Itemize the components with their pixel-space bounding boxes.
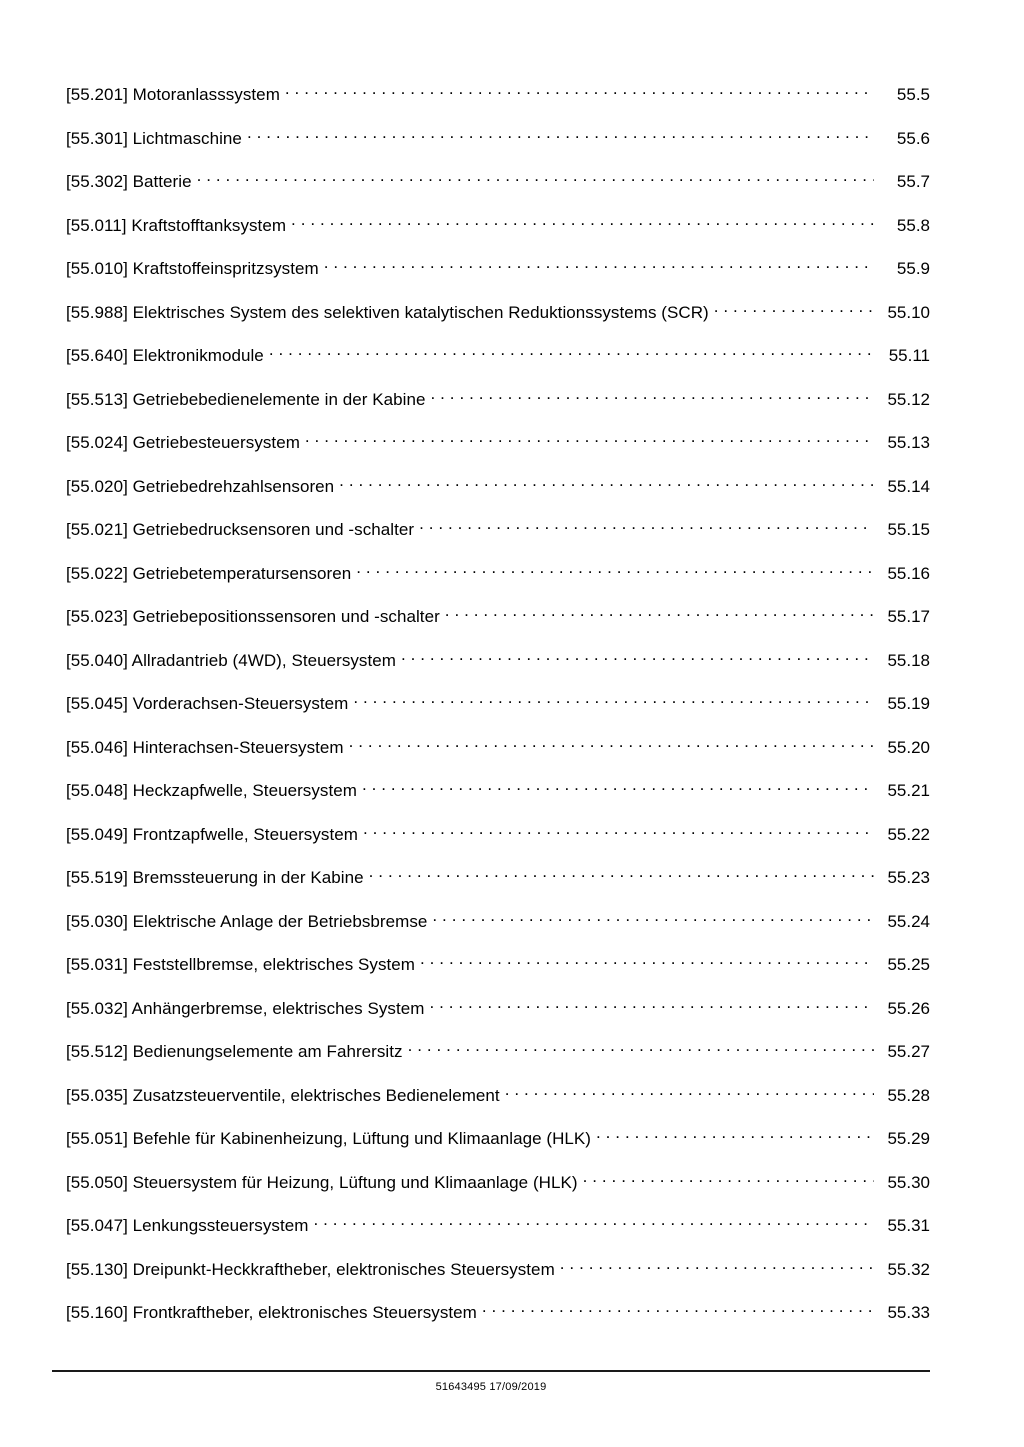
toc-entry[interactable]	[66, 300, 930, 344]
toc-dot-leader	[420, 952, 874, 970]
toc-entry[interactable]	[66, 256, 930, 300]
toc-entry[interactable]	[66, 822, 930, 866]
toc-entry-label: [55.022] Getriebetemperatursensoren	[66, 563, 352, 583]
toc-entry[interactable]	[66, 430, 930, 474]
toc-dot-leader	[408, 1039, 874, 1057]
toc-entry-label: [55.047] Lenkungssteuersystem	[66, 1216, 309, 1235]
toc-entry-page-number: 55.10	[887, 302, 930, 322]
toc-entry[interactable]	[66, 126, 930, 170]
toc-dot-leader	[313, 1213, 874, 1231]
toc-entry[interactable]	[66, 1170, 930, 1214]
toc-entry[interactable]	[66, 213, 930, 257]
toc-entry-page-number: 55.29	[887, 1129, 930, 1148]
toc-entry-label: [55.021] Getriebedrucksensoren und -schalter	[66, 520, 415, 539]
toc-entry-label: [55.050] Steuersystem für Heizung, Lüftung und Klimaanlage (HLK)	[66, 1172, 578, 1192]
page-footer	[52, 1370, 930, 1394]
toc-dot-leader	[445, 604, 874, 622]
toc-entry-page-number: 55.24	[887, 911, 930, 931]
toc-entry[interactable]	[66, 561, 930, 605]
toc-entry-label: [55.048] Heckzapfwelle, Steuersystem	[66, 781, 357, 800]
toc-entry[interactable]	[66, 604, 930, 648]
toc-entry-label: [55.512] Bedienungselemente am Fahrersitz	[66, 1042, 403, 1061]
toc-entry-page-number: 55.31	[887, 1216, 930, 1235]
toc-dot-leader	[291, 213, 874, 231]
toc-entry[interactable]	[66, 82, 930, 126]
toc-dot-leader	[714, 300, 874, 318]
toc-entry-label: [55.020] Getriebedrehzahlsensoren	[66, 476, 335, 496]
toc-entry-label: [55.040] Allradantrieb (4WD), Steuersystem	[66, 650, 396, 670]
toc-entry-label: [55.301] Lichtmaschine	[66, 128, 242, 148]
toc-entry-page-number: 55.5	[896, 85, 930, 104]
toc-entry-label: [55.046] Hinterachsen-Steuersystem	[66, 737, 344, 757]
toc-entry[interactable]	[66, 1039, 930, 1083]
toc-dot-leader	[596, 1126, 874, 1144]
toc-entry[interactable]	[66, 1300, 930, 1344]
toc-entry-label: [55.010] Kraftstoffeinspritzsystem	[66, 259, 319, 278]
toc-dot-leader	[324, 256, 874, 274]
toc-entry-label: [55.045] Vorderachsen-Steuersystem	[66, 694, 349, 713]
toc-entry-label: [55.011] Kraftstofftanksystem	[66, 215, 287, 235]
toc-entry-label: [55.051] Befehle für Kabinenheizung, Lüftung und Klimaanlage (HLK)	[66, 1129, 591, 1148]
toc-entry[interactable]	[66, 909, 930, 953]
toc-entry-label: [55.032] Anhängerbremse, elektrisches System	[66, 998, 425, 1018]
toc-entry[interactable]	[66, 691, 930, 735]
toc-entry-page-number: 55.23	[887, 868, 930, 887]
toc-entry[interactable]	[66, 648, 930, 692]
toc-entry-page-number: 55.17	[887, 607, 930, 626]
toc-entry-page-number: 55.7	[896, 172, 930, 191]
toc-entry-page-number: 55.18	[887, 650, 930, 670]
toc-entry-page-number: 55.26	[887, 998, 930, 1018]
footer-document-number: 51643495 17/09/2019	[435, 1381, 547, 1393]
toc-dot-leader	[305, 430, 874, 448]
toc-entry-page-number: 55.30	[887, 1172, 930, 1192]
toc-entry-page-number: 55.15	[887, 520, 930, 539]
toc-entry-page-number: 55.12	[887, 389, 930, 409]
toc-entry[interactable]	[66, 1126, 930, 1170]
toc-entry[interactable]	[66, 996, 930, 1040]
toc-entry-label: [55.130] Dreipunkt-Heckkraftheber, elektronisches Steuersystem	[66, 1259, 555, 1279]
toc-entry-label: [55.024] Getriebesteuersystem	[66, 433, 300, 452]
toc-entry-page-number: 55.32	[887, 1259, 930, 1279]
toc-dot-leader	[429, 996, 874, 1014]
toc-entry-page-number: 55.21	[887, 781, 930, 800]
toc-entry-page-number: 55.8	[896, 215, 930, 235]
toc-entry-label: [55.201] Motoranlasssystem	[66, 85, 280, 104]
toc-entry-page-number: 55.9	[896, 259, 930, 278]
toc-entry-label: [55.049] Frontzapfwelle, Steuersystem	[66, 824, 358, 844]
toc-entry-label: [55.023] Getriebepositionssensoren und -schalter	[66, 607, 440, 626]
toc-entry-page-number: 55.28	[887, 1085, 930, 1105]
toc-dot-leader	[197, 169, 874, 187]
toc-dot-leader	[482, 1300, 874, 1318]
toc-entry[interactable]	[66, 169, 930, 213]
toc-dot-leader	[583, 1170, 874, 1188]
toc-entry-label: [55.519] Bremssteuerung in der Kabine	[66, 868, 364, 887]
toc-entry-page-number: 55.14	[887, 476, 930, 496]
toc-entry-label: [55.031] Feststellbremse, elektrisches System	[66, 955, 415, 974]
toc-dot-leader	[505, 1083, 874, 1101]
toc-entry-label: [55.513] Getriebebedienelemente in der Kabine	[66, 389, 426, 409]
toc-entry[interactable]	[66, 778, 930, 822]
toc-entry-label: [55.302] Batterie	[66, 172, 192, 191]
toc-dot-leader	[269, 343, 874, 361]
toc-entry-page-number: 55.33	[887, 1303, 930, 1322]
toc-entry[interactable]	[66, 387, 930, 431]
toc-entry-page-number: 55.19	[887, 694, 930, 713]
toc-entry[interactable]	[66, 343, 930, 387]
toc-dot-leader	[353, 691, 874, 709]
toc-dot-leader	[431, 387, 874, 405]
toc-dot-leader	[560, 1257, 874, 1275]
toc-dot-leader	[285, 82, 874, 100]
toc-entry-page-number: 55.25	[887, 955, 930, 974]
toc-entry[interactable]	[66, 865, 930, 909]
toc-dot-leader	[363, 822, 874, 840]
toc-entry-label: [55.030] Elektrische Anlage der Betriebsbremse	[66, 911, 428, 931]
toc-entry-label: [55.988] Elektrisches System des selektiven katalytischen Reduktionssystems (SCR)	[66, 302, 709, 322]
toc-entry[interactable]	[66, 1257, 930, 1301]
toc-dot-leader	[339, 474, 874, 492]
toc-dot-leader	[247, 126, 874, 144]
toc-entry[interactable]	[66, 952, 930, 996]
toc-dot-leader	[401, 648, 874, 666]
toc-entry-page-number: 55.20	[887, 737, 930, 757]
toc-entry-page-number: 55.22	[887, 824, 930, 844]
toc-entry-label: [55.035] Zusatzsteuerventile, elektrisches Bedienelement	[66, 1085, 500, 1105]
toc-dot-leader	[356, 561, 874, 579]
toc-entry-label: [55.160] Frontkraftheber, elektronisches Steuersystem	[66, 1303, 477, 1322]
toc-dot-leader	[362, 778, 874, 796]
toc-entry-page-number: 55.27	[887, 1042, 930, 1061]
toc-dot-leader	[419, 517, 874, 535]
toc-entry-page-number: 55.11	[888, 346, 930, 365]
toc-entry[interactable]	[66, 1213, 930, 1257]
footer-divider	[52, 1370, 930, 1372]
toc-dot-leader	[432, 909, 874, 927]
table-of-contents	[66, 82, 930, 1344]
toc-entry-page-number: 55.16	[887, 563, 930, 583]
toc-entry[interactable]	[66, 735, 930, 779]
toc-entry-page-number: 55.13	[887, 433, 930, 452]
toc-entry-label: [55.640] Elektronikmodule	[66, 346, 264, 365]
toc-entry[interactable]	[66, 1083, 930, 1127]
toc-entry[interactable]	[66, 517, 930, 561]
toc-entry[interactable]	[66, 474, 930, 518]
toc-dot-leader	[349, 735, 874, 753]
toc-dot-leader	[369, 865, 874, 883]
toc-entry-page-number: 55.6	[896, 128, 930, 148]
